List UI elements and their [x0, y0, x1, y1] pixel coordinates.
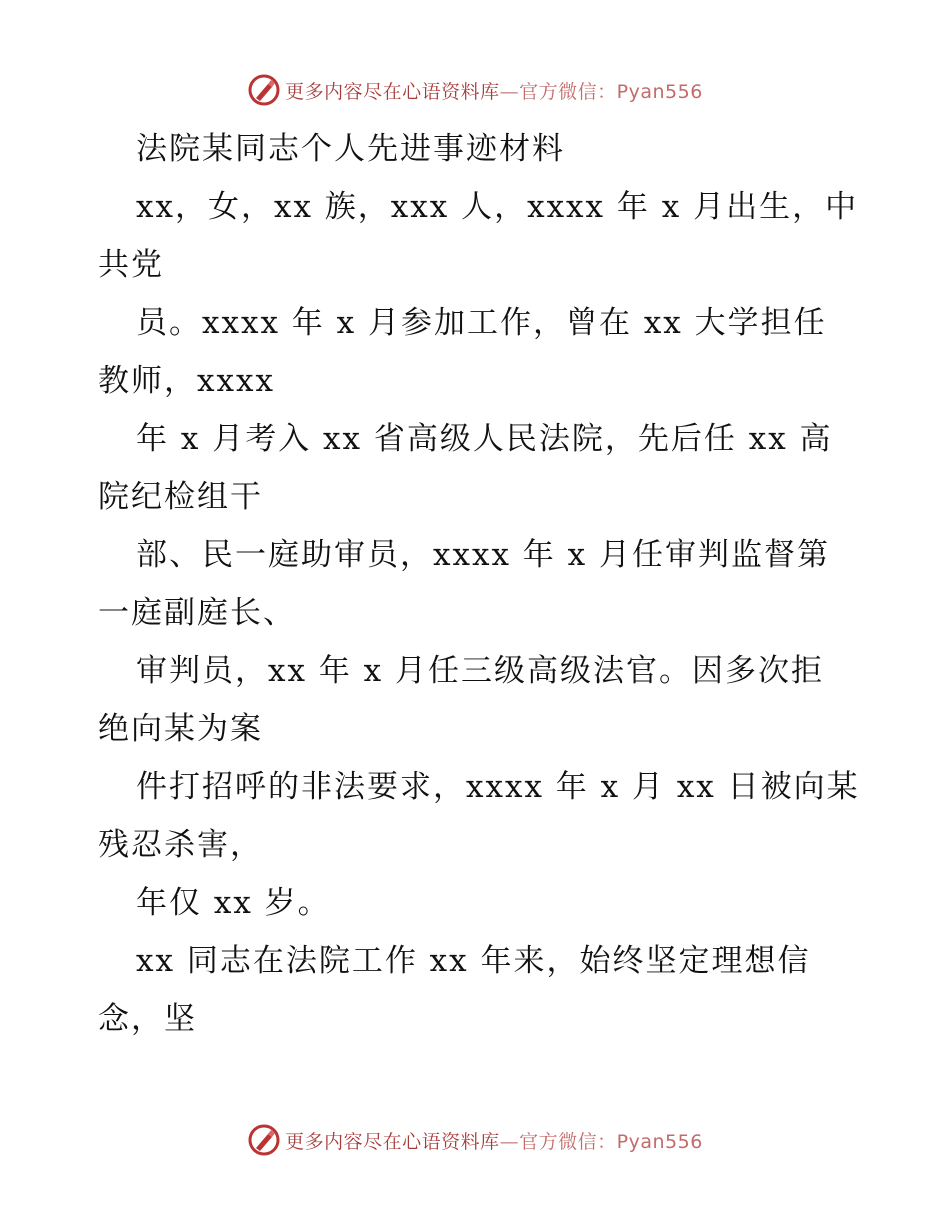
paragraph-line: 年仅 xx 岁。 — [136, 885, 331, 921]
paragraph-line: 教师，xxxx — [98, 363, 275, 399]
header-separator: — — [499, 80, 520, 103]
header-wechat-text: 官方微信：Pyan556 — [519, 80, 703, 103]
paragraph-line: 审判员，xx 年 x 月任三级高级法官。因多次拒 — [136, 653, 825, 689]
paragraph-line: 部、民一庭助审员，xxxx 年 x 月任审判监督第 — [136, 537, 830, 573]
footer-separator: — — [499, 1130, 520, 1153]
pen-seal-logo-icon — [247, 1123, 281, 1157]
footer-banner — [0, 1120, 950, 1160]
paragraph-line: 念，坚 — [98, 1001, 197, 1037]
paragraph-line: 年 x 月考入 xx 省高级人民法院，先后任 xx 高 — [136, 421, 833, 457]
paragraph-line: 共党 — [98, 247, 164, 283]
paragraph-line: xx，女，xx 族，xxx 人，xxxx 年 x 月出生，中 — [136, 189, 859, 225]
paragraph-line: 员。xxxx 年 x 月参加工作，曾在 xx 大学担任 — [136, 305, 827, 341]
paragraph-line: xx 同志在法院工作 xx 年来，始终坚定理想信 — [136, 943, 811, 979]
paragraph-line: 绝向某为案 — [98, 711, 263, 747]
header-site-text: 更多内容尽在心语资料库 — [285, 80, 500, 103]
paragraph-line: 残忍杀害， — [98, 827, 263, 863]
header-banner — [0, 70, 950, 110]
pen-seal-logo-icon — [247, 73, 281, 107]
paragraph-line: 院纪检组干 — [98, 479, 263, 515]
header-banner-text — [285, 77, 703, 104]
paragraph-line: 一庭副庭长、 — [98, 595, 296, 631]
document-title: 法院某同志个人先进事迹材料 — [136, 131, 565, 167]
document-body — [98, 120, 858, 1048]
paragraph-line: 件打招呼的非法要求，xxxx 年 x 月 xx 日被向某 — [136, 769, 860, 805]
footer-wechat-text: 官方微信：Pyan556 — [519, 1130, 703, 1153]
footer-site-text: 更多内容尽在心语资料库 — [285, 1130, 500, 1153]
footer-banner-text — [285, 1127, 703, 1154]
